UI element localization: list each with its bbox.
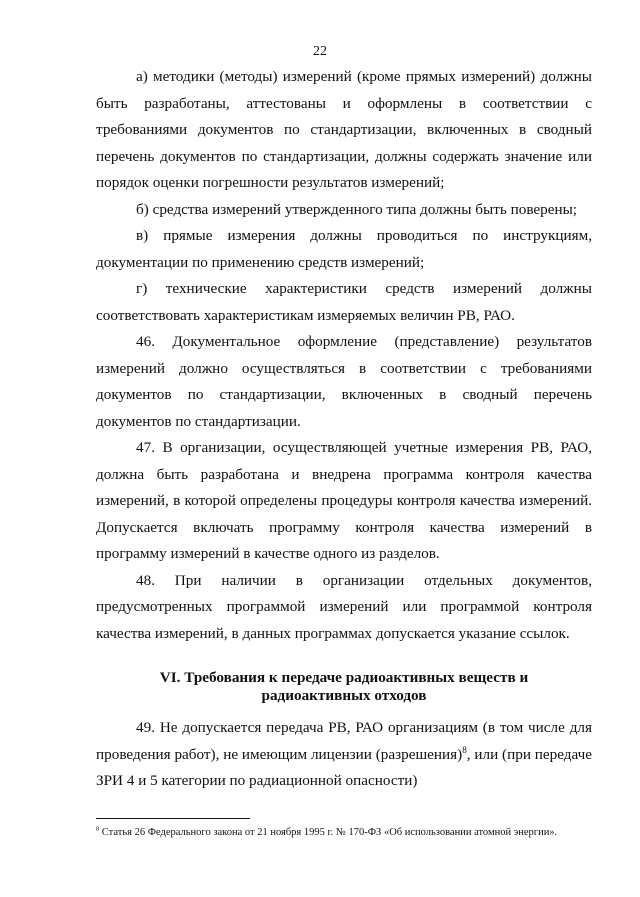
section-heading: VI. Требования к передаче радиоактивных веществ и радиоактивных отходов <box>159 669 529 704</box>
paragraph-49 <box>96 715 592 795</box>
footnote-separator <box>96 818 250 819</box>
paragraph-48: 48. При наличии в организации отдельных документов, предусмотренных программой измерений или программой контроля качества измерений, в данных программах допускается указание ссылок. <box>96 571 592 642</box>
footnote <box>96 826 596 839</box>
footnote-reference[interactable]: 8 <box>462 744 467 755</box>
paragraph-item-g: г) технические характеристики средств измерений должны соответствовать характеристикам измеряемых величин РВ, РАО. <box>96 280 592 324</box>
footnote-marker: 8 <box>96 825 100 833</box>
paragraph-46: 46. Документальное оформление (представление) результатов измерений должно осуществляться в соответствии с требованиями документов по стандартизации, включенных в сводный перечень документов по стандартизации. <box>96 333 592 430</box>
paragraph-item-b: б) средства измерений утвержденного типа должны быть поверены; <box>136 200 578 218</box>
footnote-text: Статья 26 Федерального закона от 21 ноября 1995 г. № 170-ФЗ «Об использовании атомной энергии». <box>99 827 558 838</box>
document-body <box>96 64 592 795</box>
paragraph-item-v: в) прямые измерения должны проводиться по инструкциям, документации по применению средств измерений; <box>96 227 592 271</box>
paragraph-49-text-start: 49. Не допускается передача РВ, РАО организациям (в том числе для проведения работ), не имеющим лицензии (разрешения) <box>96 719 592 763</box>
paragraph-item-a: а) методики (методы) измерений (кроме прямых измерений) должны быть разработаны, аттестованы и оформлены в соответствии с требованиями документов по стандартизации, включенных в сводный перечень документов по стандартизации, должны содержать значение или порядок оценки погрешности результатов измерений; <box>96 68 592 191</box>
page-number: 22 <box>313 44 327 59</box>
paragraph-49-text-end: , или (при передаче ЗРИ 4 и 5 категории по радиационной опасности) <box>96 745 593 789</box>
paragraph-47: 47. В организации, осуществляющей учетные измерения РВ, РАО, должна быть разработана и внедрена программа контроля качества измерений, в которой определены процедуры контроля качества измерений. Допускается включать программу контроля качества измерений в программу измерений в качестве одного из разделов. <box>96 439 592 562</box>
